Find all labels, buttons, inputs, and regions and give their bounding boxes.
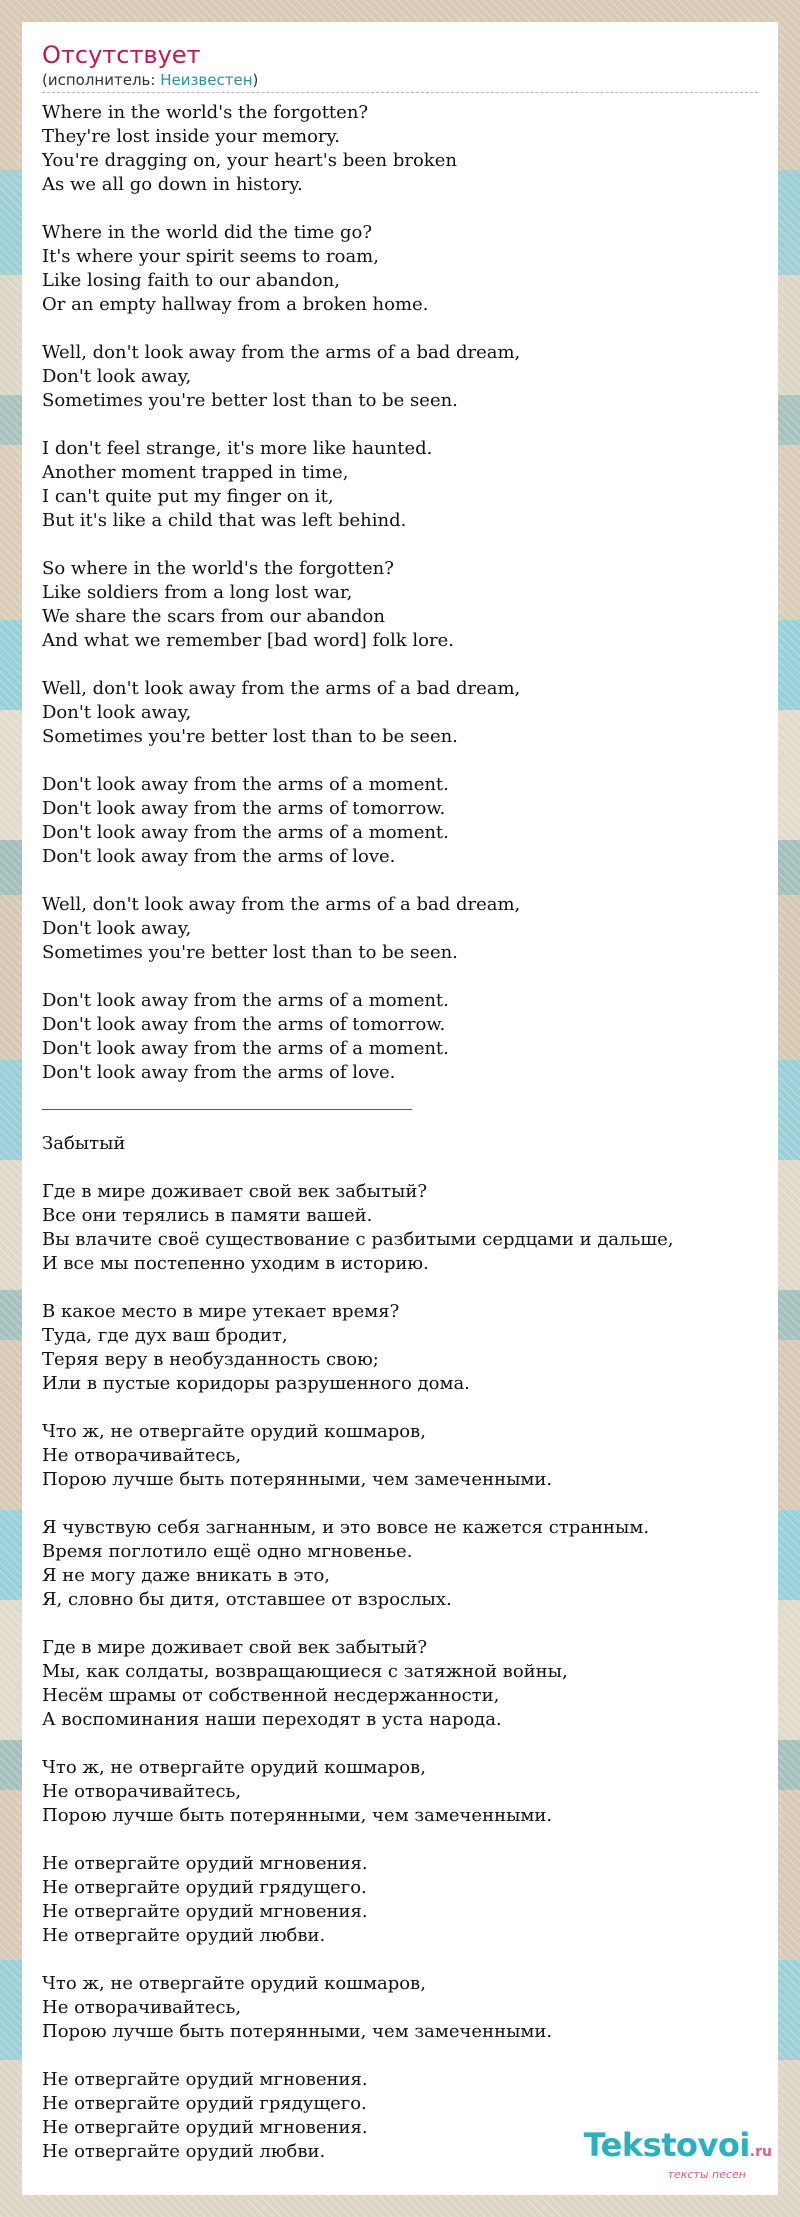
original-line: Where in the world did the time go? (42, 222, 373, 243)
translation-line: Вы влачите своё существование с разбитыми сердцами и дальше, (42, 1229, 674, 1250)
translation-line: Где в мире доживает свой век забытый? (42, 1637, 427, 1658)
original-line: Don't look away, (42, 918, 192, 939)
original-stanza (42, 989, 758, 1085)
translation-line: Что ж, не отвергайте орудий кошмаров, (42, 1757, 426, 1778)
original-line: Don't look away, (42, 702, 192, 723)
translation-stanza (42, 1180, 758, 1276)
translation-line: Не отвергайте орудий мгновения. (42, 1853, 368, 1874)
lyrics-body (42, 101, 758, 2164)
original-line: You're dragging on, your heart's been broken (42, 150, 457, 171)
translation-divider (42, 1109, 412, 1110)
original-lyrics (42, 101, 758, 1085)
original-stanza (42, 893, 758, 965)
song-title: Отсутствует (42, 41, 201, 69)
original-line: They're lost inside your memory. (42, 126, 341, 147)
original-line: Or an empty hallway from a broken home. (42, 294, 429, 315)
translation-line: Порою лучше быть потерянными, чем замеченными. (42, 1805, 553, 1826)
original-line: Don't look away from the arms of a moment. (42, 774, 449, 795)
original-line: But it's like a child that was left behind. (42, 510, 407, 531)
translation-line: Все они терялись в памяти вашей. (42, 1205, 373, 1226)
original-stanza (42, 101, 758, 197)
translation-line: Не отвергайте орудий мгновения. (42, 1901, 368, 1922)
original-line: Sometimes you're better lost than to be seen. (42, 726, 458, 747)
translation-line: Не отвергайте орудий грядущего. (42, 2093, 367, 2114)
translation-stanza (42, 1636, 758, 1732)
translation-stanza (42, 1420, 758, 1492)
original-line: Don't look away from the arms of a moment. (42, 1038, 449, 1059)
original-line: Like losing faith to our abandon, (42, 270, 340, 291)
translation-line: Не отвергайте орудий грядущего. (42, 1877, 367, 1898)
original-line: Don't look away from the arms of love. (42, 1062, 396, 1083)
translation-line: И все мы постепенно уходим в историю. (42, 1253, 429, 1274)
translation-line: Я не могу даже вникать в это, (42, 1565, 330, 1586)
artist-line (42, 70, 758, 93)
logo-wordmark (584, 2128, 772, 2169)
original-line: I don't feel strange, it's more like haunted. (42, 438, 433, 459)
original-stanza (42, 773, 758, 869)
translation-line: Порою лучше быть потерянными, чем замеченными. (42, 1469, 553, 1490)
original-line: Like soldiers from a long lost war, (42, 582, 353, 603)
translated-lyrics (42, 1180, 758, 2164)
original-line: Well, don't look away from the arms of a bad dream, (42, 342, 521, 363)
translation-line: Не отворачивайтесь, (42, 1445, 242, 1466)
original-line: Another moment trapped in time, (42, 462, 349, 483)
original-line: Don't look away, (42, 366, 192, 387)
translation-line: Теряя веру в необузданность свою; (42, 1349, 379, 1370)
artist-link[interactable]: Неизвестен (160, 71, 253, 89)
translation-line: Я, словно бы дитя, отставшее от взрослых. (42, 1589, 452, 1610)
translation-stanza (42, 1852, 758, 1948)
translation-stanza (42, 1756, 758, 1828)
translation-line: Несём шрамы от собственной несдержанности, (42, 1685, 500, 1706)
translation-stanza (42, 1300, 758, 1396)
translation-line: Время поглотило ещё одно мгновенье. (42, 1541, 413, 1562)
original-line: Don't look away from the arms of tomorrow. (42, 798, 446, 819)
translation-stanza (42, 1972, 758, 2044)
translation-line: Что ж, не отвергайте орудий кошмаров, (42, 1973, 426, 1994)
translation-line: Где в мире доживает свой век забытый? (42, 1181, 427, 1202)
original-stanza (42, 341, 758, 413)
artist-suffix: ) (252, 71, 259, 89)
site-logo[interactable] (584, 2128, 772, 2181)
translation-stanza (42, 1516, 758, 1612)
original-stanza (42, 437, 758, 533)
original-line: Don't look away from the arms of love. (42, 846, 396, 867)
translation-line: Я чувствую себя загнанным, и это вовсе не кажется странным. (42, 1517, 650, 1538)
logo-tagline: тексты песен (667, 2168, 746, 2181)
logo-name: Tekstovoi (583, 2126, 750, 2164)
original-line: We share the scars from our abandon (42, 606, 385, 627)
original-line: Where in the world's the forgotten? (42, 102, 369, 123)
original-line: As we all go down in history. (42, 174, 303, 195)
original-line: Don't look away from the arms of tomorrow. (42, 1014, 446, 1035)
translation-line: Что ж, не отвергайте орудий кошмаров, (42, 1421, 426, 1442)
original-line: I can't quite put my finger on it, (42, 486, 334, 507)
original-stanza (42, 557, 758, 653)
original-stanza (42, 677, 758, 749)
translation-line: Порою лучше быть потерянными, чем замеченными. (42, 2021, 553, 2042)
translation-line: Или в пустые коридоры разрушенного дома. (42, 1373, 470, 1394)
translation-line: Не отворачивайтесь, (42, 1781, 242, 1802)
translation-line: Мы, как солдаты, возвращающиеся с затяжной войны, (42, 1661, 568, 1682)
artist-prefix: (исполнитель: (42, 71, 161, 89)
original-line: And what we remember [bad word] folk lore. (42, 630, 454, 651)
original-line: Sometimes you're better lost than to be seen. (42, 942, 458, 963)
translation-line: Не отворачивайтесь, (42, 1997, 242, 2018)
translation-line: Не отвергайте орудий любви. (42, 1925, 326, 1946)
original-line: So where in the world's the forgotten? (42, 558, 394, 579)
lyrics-card (22, 22, 778, 2195)
original-line: Don't look away from the arms of a moment. (42, 822, 449, 843)
logo-tld: .ru (749, 2144, 772, 2160)
original-line: Sometimes you're better lost than to be seen. (42, 390, 458, 411)
translation-line: Не отвергайте орудий мгновения. (42, 2117, 368, 2138)
original-line: It's where your spirit seems to roam, (42, 246, 379, 267)
original-line: Don't look away from the arms of a moment. (42, 990, 449, 1011)
translation-line: Туда, где дух ваш бродит, (42, 1325, 288, 1346)
original-line: Well, don't look away from the arms of a bad dream, (42, 678, 521, 699)
translation-line: В какое место в мире утекает время? (42, 1301, 400, 1322)
translation-title: Забытый (42, 1133, 126, 1154)
original-stanza (42, 221, 758, 317)
original-line: Well, don't look away from the arms of a bad dream, (42, 894, 521, 915)
translation-line: А воспоминания наши переходят в уста народа. (42, 1709, 502, 1730)
translation-line: Не отвергайте орудий любви. (42, 2141, 326, 2162)
translation-line: Не отвергайте орудий мгновения. (42, 2069, 368, 2090)
